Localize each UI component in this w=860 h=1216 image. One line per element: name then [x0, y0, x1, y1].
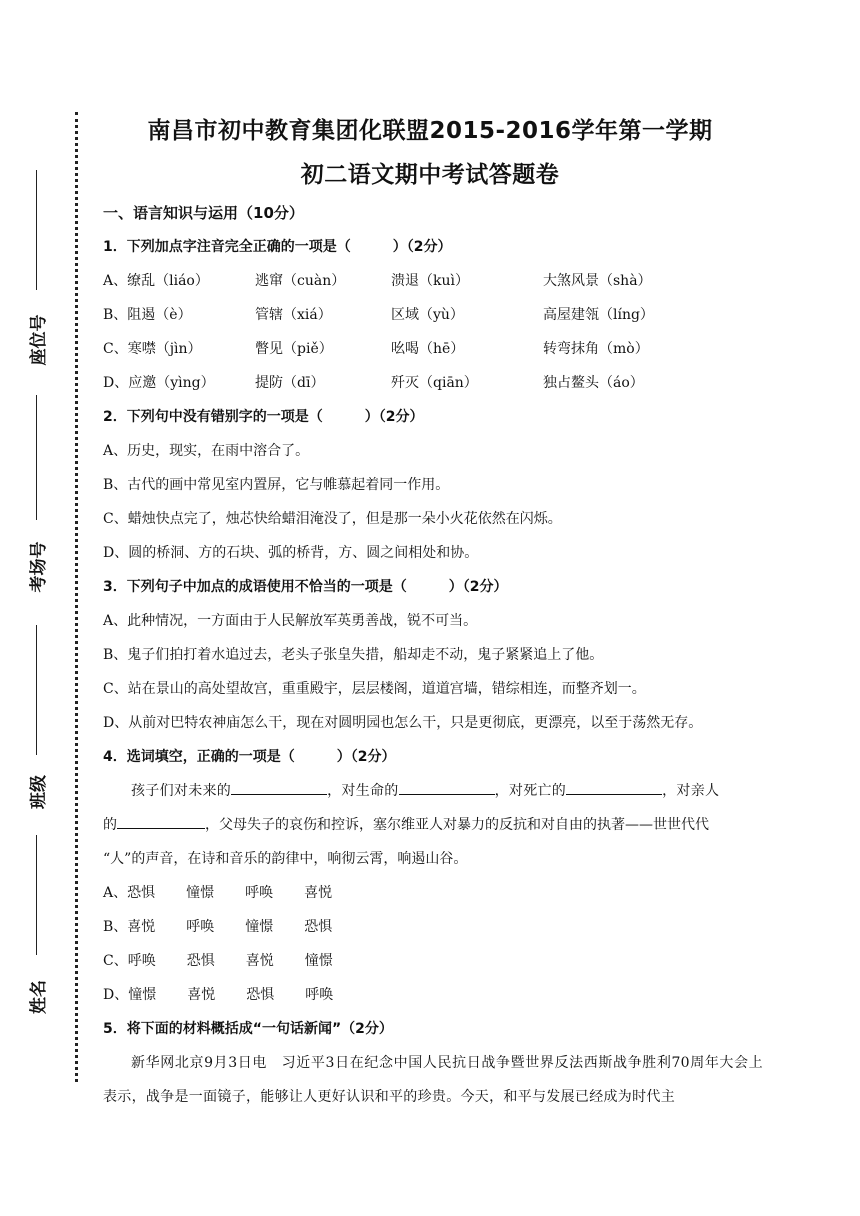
question-1-option-c[interactable] [103, 332, 763, 366]
question-1-option-d[interactable] [103, 366, 763, 400]
question-2-option-b[interactable]: B、古代的画中常见室内置屏，它与帷慕起着同一作用。 [103, 477, 450, 493]
option-item: 憧憬 [245, 919, 274, 935]
option-item: 恐惧 [304, 919, 333, 935]
question-2-option-c[interactable]: C、蜡烛快点完了，烛芯快给蜡泪淹没了，但是那一朵小火花依然在闪烁。 [103, 511, 562, 527]
fill-blank-2[interactable] [399, 778, 495, 795]
option-item: 喜悦 [304, 885, 333, 901]
option-item: 呼唤 [245, 885, 274, 901]
section-heading: 一、语言知识与运用（10分） [103, 204, 304, 222]
class-label: 班级 [28, 775, 49, 809]
option-item: 独占鳌头（áo） [543, 375, 644, 391]
passage-text: ，对亲人 [662, 783, 720, 799]
fill-blank-4[interactable] [117, 812, 205, 829]
binding-dotted-line [75, 112, 78, 1082]
class-field[interactable] [14, 625, 54, 825]
passage-text: 的 [103, 817, 117, 833]
question-3-option-c[interactable]: C、站在景山的高处望故宫，重重殿宇，层层楼阁，道道宫墙，错综相连，而整齐划一。 [103, 681, 646, 697]
passage-text: ，对死亡的 [494, 783, 567, 799]
question-4-option-a[interactable] [103, 876, 763, 910]
seat-number-label: 座位号 [28, 314, 49, 366]
question-1-stem: 1．下列加点字注音完全正确的一项是（ ）（2分） [103, 239, 452, 255]
option-item: 歼灭（qiān） [391, 375, 478, 391]
passage-text: ，父母失子的哀伤和控诉，塞尔维亚人对暴力的反抗和对自由的执著——世世代代 [205, 817, 709, 833]
exam-title-line1: 南昌市初中教育集团化联盟2015-2016学年第一学期 [147, 118, 713, 144]
option-item: 恐惧 [186, 953, 215, 969]
option-item: 吆喝（hē） [391, 341, 465, 357]
question-1-option-b[interactable] [103, 298, 763, 332]
option-item: 憧憬 [186, 885, 215, 901]
option-item: 瞥见（piě） [255, 341, 333, 357]
answer-sheet-body [103, 196, 763, 1114]
question-1-option-a[interactable] [103, 264, 763, 298]
name-label: 姓名 [28, 980, 49, 1014]
option-item: 大煞风景（shà） [543, 273, 652, 289]
question-3-option-a[interactable]: A、此种情况，一方面由于人民解放军英勇善战，锐不可当。 [103, 613, 478, 629]
question-3-option-d[interactable]: D、从前对巴特农神庙怎么干，现在对圆明园也怎么干，只是更彻底，更漂亮，以至于荡然无存。 [103, 715, 703, 731]
question-4-passage [103, 774, 763, 808]
option-item: A、缭乱（liáo） [103, 273, 209, 289]
fill-blank-1[interactable] [231, 778, 327, 795]
question-2-stem: 2．下列句中没有错别字的一项是（ ）（2分） [103, 409, 424, 425]
question-4-passage-line2 [103, 808, 763, 842]
option-item: 管辖（xiá） [255, 307, 332, 323]
exam-room-label: 考场号 [28, 541, 49, 593]
seat-number-field[interactable] [14, 170, 54, 390]
option-item: 溃退（kuì） [391, 273, 469, 289]
question-2-option-d[interactable]: D、圆的桥洞、方的石块、弧的桥背，方、圆之间相处和协。 [103, 545, 479, 561]
exam-title-line2: 初二语文期中考试答题卷 [300, 162, 560, 188]
option-item: 喜悦 [245, 953, 274, 969]
option-item: 憧憬 [304, 953, 333, 969]
option-item: 逃窜（cuàn） [255, 273, 346, 289]
option-item: 呼唤 [186, 919, 215, 935]
option-item: 恐惧 [246, 987, 275, 1003]
option-item: D、应邀（yìng） [103, 375, 215, 391]
passage-text: ，对生命的 [327, 783, 399, 799]
question-5-stem: 5．将下面的材料概括成“一句话新闻”（2分） [103, 1021, 393, 1037]
question-4-option-d[interactable] [103, 978, 763, 1012]
exam-room-field[interactable] [14, 395, 54, 610]
question-3-option-b[interactable]: B、鬼子们拍打着水追过去，老头子张皇失措，船却走不动，鬼子紧紧追上了他。 [103, 647, 604, 663]
question-4-passage-line3: “人”的声音，在诗和音乐的韵律中，响彻云霄，响遏山谷。 [103, 851, 468, 867]
fill-blank-3[interactable] [566, 778, 662, 795]
question-2-option-a[interactable]: A、历史，现实，在雨中溶合了。 [103, 443, 310, 459]
option-item: D、憧憬 [103, 987, 157, 1003]
name-field[interactable] [14, 835, 54, 1015]
question-4-stem: 4．选词填空，正确的一项是（ ）（2分） [103, 749, 396, 765]
option-item: C、寒噤（jìn） [103, 341, 202, 357]
passage-text: 孩子们对未来的 [131, 783, 232, 799]
option-item: 提防（dī） [255, 375, 325, 391]
question-5-material: 新华网北京9月3日电 习近平3日在纪念中国人民抗日战争暨世界反法西斯战争胜利70周年大会上表示，战争是一面镜子，能够让人更好认识和平的珍贵。今天，和平与发展已经成为时代主 [103, 1055, 763, 1105]
question-3-stem: 3．下列句子中加点的成语使用不恰当的一项是（ ）（2分） [103, 579, 508, 595]
option-item: B、喜悦 [103, 919, 156, 935]
option-item: 喜悦 [187, 987, 216, 1003]
option-item: C、呼唤 [103, 953, 156, 969]
question-4-option-b[interactable] [103, 910, 763, 944]
option-item: B、阻遏（è） [103, 307, 192, 323]
option-item: 呼唤 [305, 987, 334, 1003]
option-item: 转弯抹角（mò） [543, 341, 649, 357]
option-item: 区域（yù） [391, 307, 464, 323]
option-item: A、恐惧 [103, 885, 156, 901]
option-item: 高屋建瓴（líng） [543, 307, 654, 323]
question-4-option-c[interactable] [103, 944, 763, 978]
